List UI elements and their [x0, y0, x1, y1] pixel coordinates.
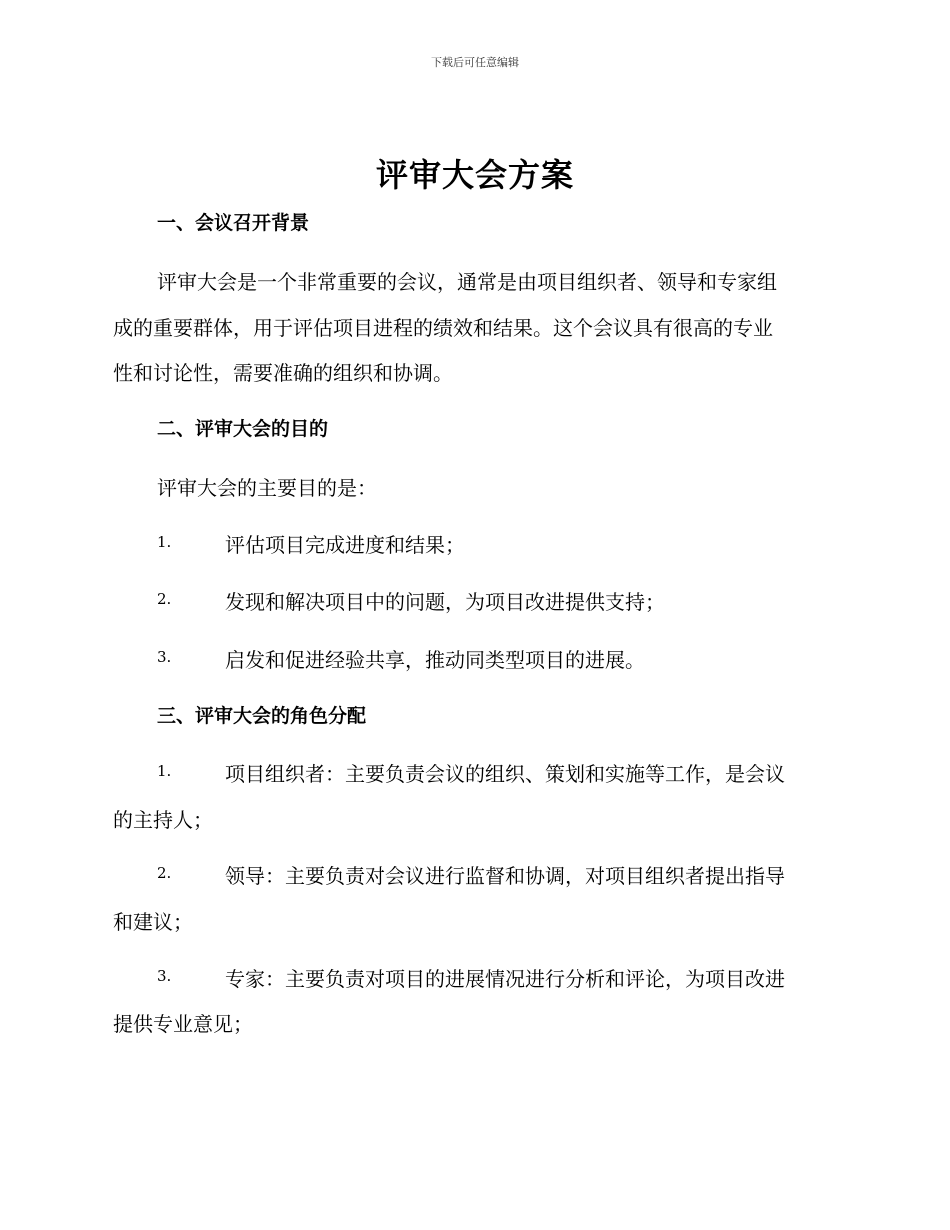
- section-1-paragraph-line-1: 评审大会是一个非常重要的会议，通常是由项目组织者、领导和专家组: [157, 270, 777, 294]
- list-item-line-2: 和建议；: [113, 910, 193, 934]
- list-item-number: 1.: [157, 533, 172, 551]
- list-item-number: 3.: [157, 648, 172, 666]
- list-item: 评估项目完成进度和结果；: [225, 533, 465, 557]
- section-2-intro: 评审大会的主要目的是：: [157, 476, 377, 500]
- section-1-paragraph-line-2: 成的重要群体，用于评估项目进程的绩效和结果。这个会议具有很高的专业: [113, 316, 773, 340]
- list-item-line-1: 领导：主要负责对会议进行监督和协调，对项目组织者提出指导: [225, 864, 785, 888]
- list-item-number: 2.: [157, 864, 172, 882]
- page-header: 下载后可任意编辑: [431, 56, 519, 69]
- list-item-line-1: 项目组织者：主要负责会议的组织、策划和实施等工作，是会议: [225, 762, 785, 786]
- list-item-line-2: 的主持人；: [113, 808, 213, 832]
- list-item: 发现和解决项目中的问题，为项目改进提供支持；: [225, 590, 665, 614]
- list-item-number: 2.: [157, 590, 172, 608]
- list-item: 启发和促进经验共享，推动同类型项目的进展。: [225, 648, 645, 672]
- section-1-heading: 一、会议召开背景: [157, 212, 310, 234]
- list-item-line-2: 提供专业意见；: [113, 1012, 253, 1036]
- list-item-line-1: 专家：主要负责对项目的进展情况进行分析和评论，为项目改进: [225, 967, 785, 991]
- list-item-number: 3.: [157, 967, 172, 985]
- list-item-number: 1.: [157, 762, 172, 780]
- section-2-heading: 二、评审大会的目的: [157, 418, 329, 440]
- section-1-paragraph-line-3: 性和讨论性，需要准确的组织和协调。: [113, 361, 453, 385]
- section-3-heading: 三、评审大会的角色分配: [157, 705, 367, 727]
- document-title: 评审大会方案: [375, 156, 574, 194]
